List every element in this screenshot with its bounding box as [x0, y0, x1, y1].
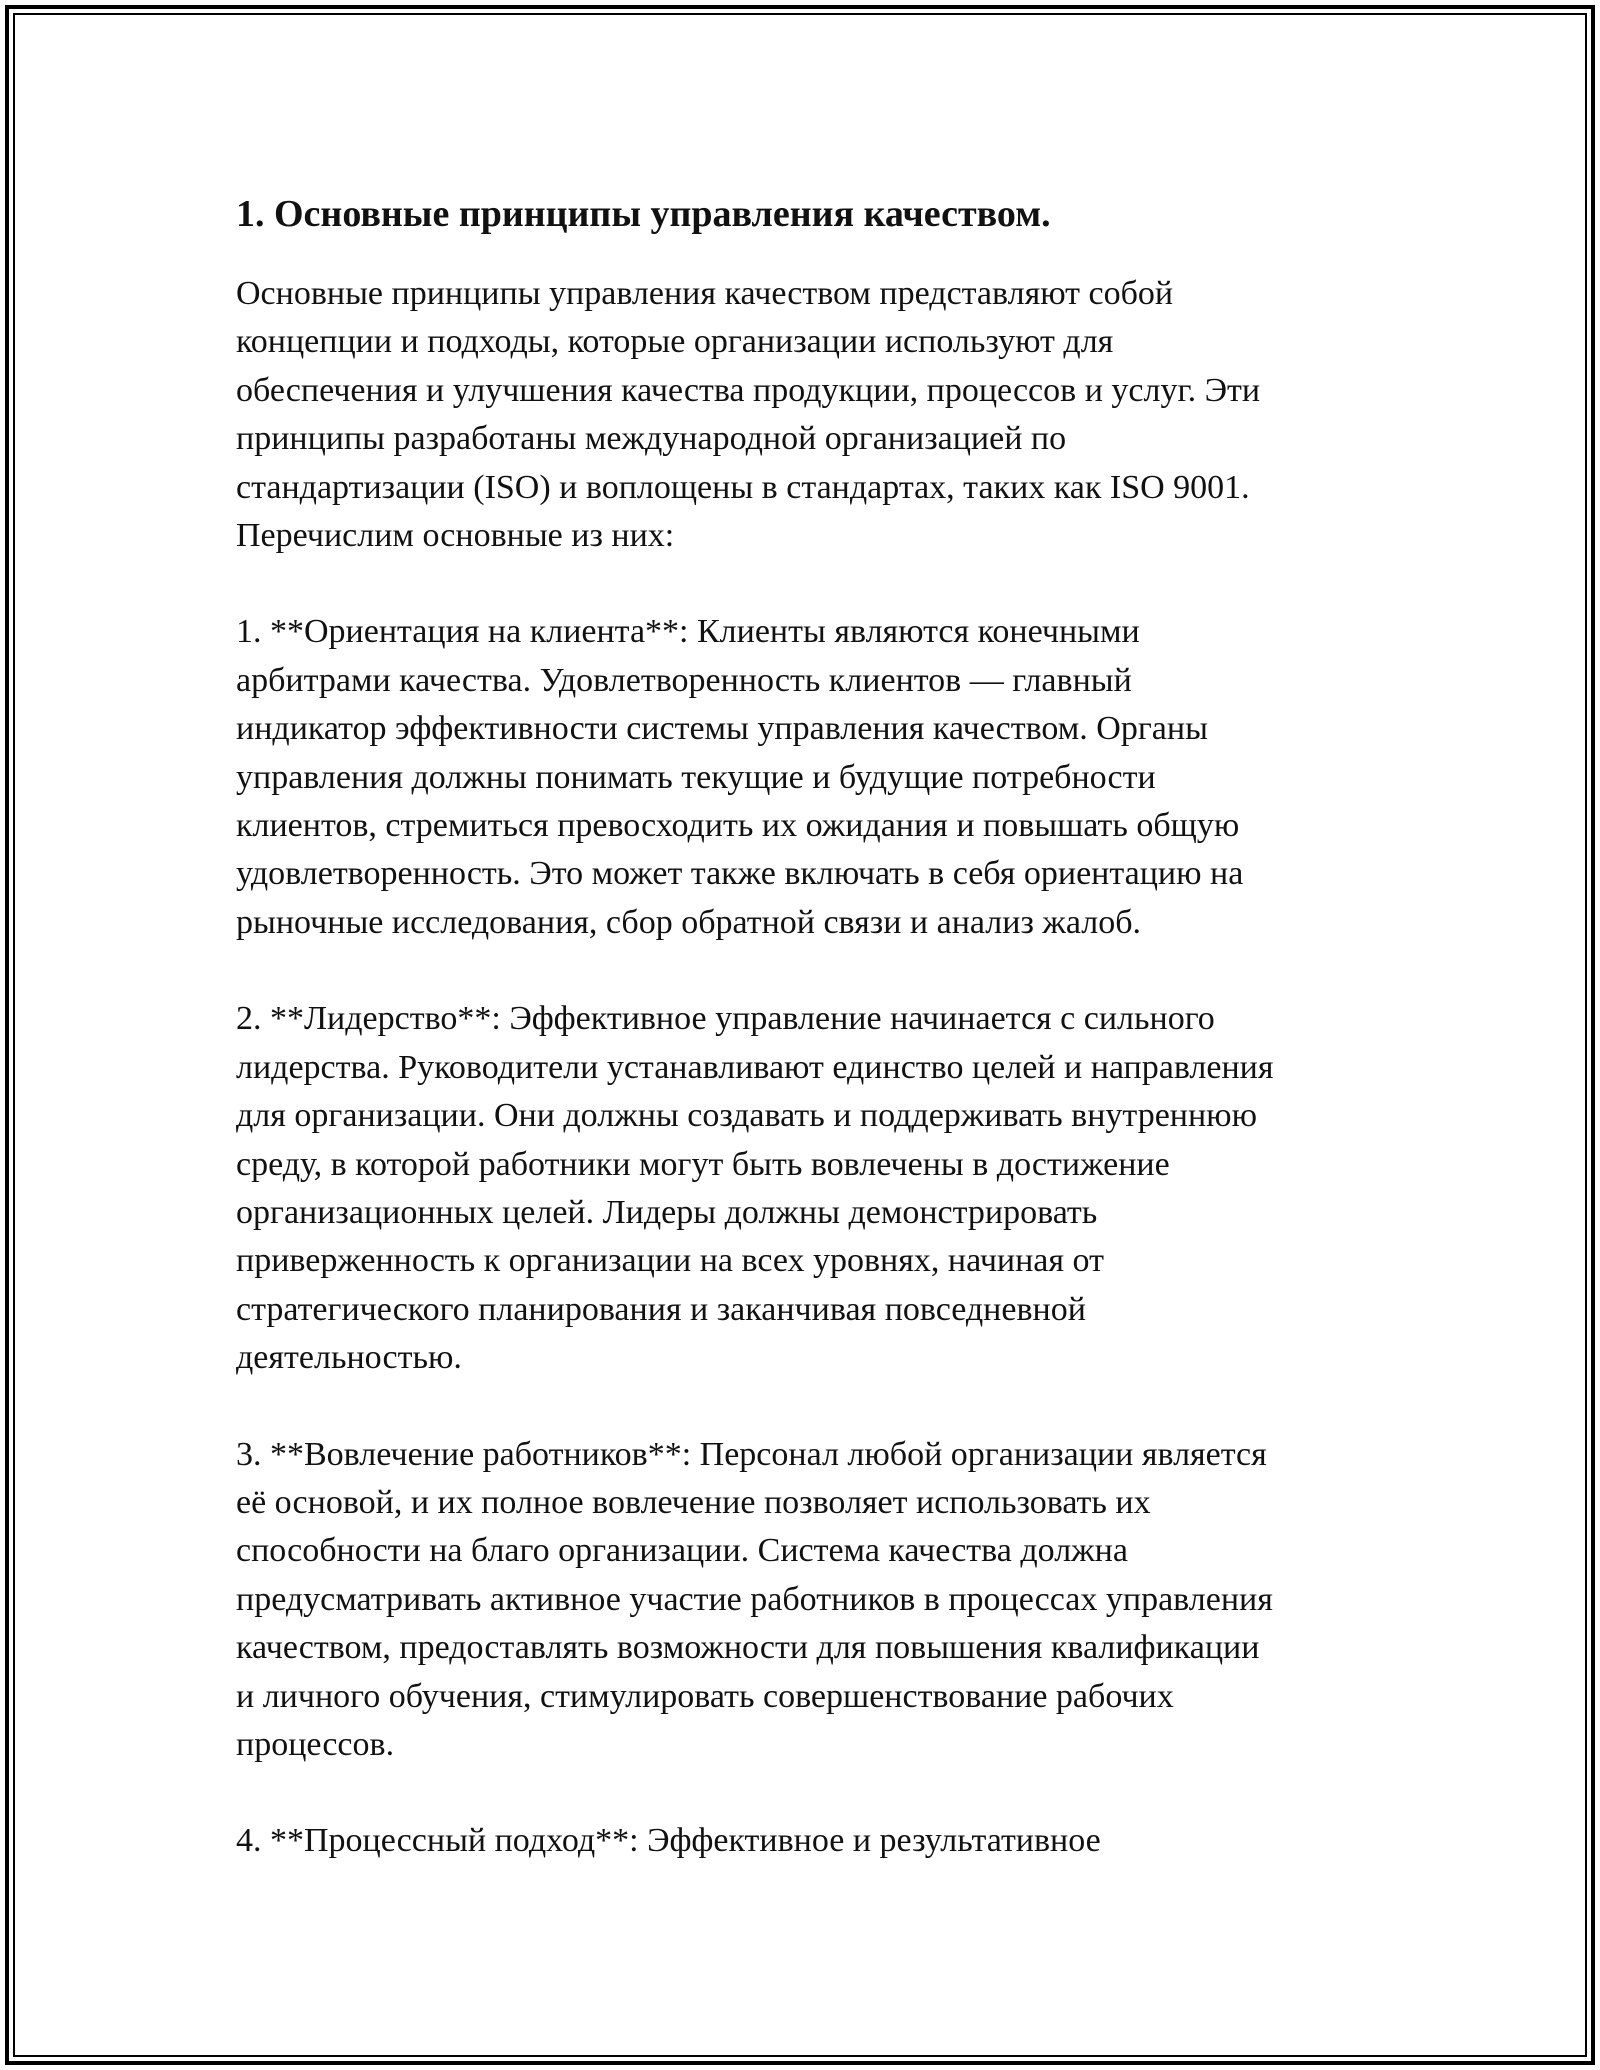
text-line: 2. **Лидерство**: Эффективное управление начинается с сильного	[236, 1000, 1215, 1038]
text-line: Перечислим основные из них:	[236, 517, 675, 555]
text-line: приверженность к организации на всех уровнях, начиная от	[236, 1242, 1104, 1280]
text-line: клиентов, стремиться превосходить их ожидания и повышать общую	[236, 807, 1240, 845]
text-line: среду, в которой работники могут быть вовлечены в достижение	[236, 1145, 1170, 1183]
text-line: её основой, и их полное вовлечение позволяет использовать их	[236, 1483, 1151, 1521]
text-line: арбитрами качества. Удовлетворенность клиентов — главный	[236, 661, 1132, 699]
text-line: стратегического планирования и заканчивая повседневной	[236, 1290, 1086, 1328]
text-line: лидерства. Руководители устанавливают единство целей и направления	[236, 1048, 1274, 1086]
text-line: процессов.	[236, 1725, 395, 1763]
text-line: концепции и подходы, которые организации используют для	[236, 323, 1114, 361]
paragraph-intro	[236, 270, 1376, 560]
text-line: предусматривать активное участие работников в процессах управления	[236, 1580, 1273, 1618]
text-line: Основные принципы управления качеством представляют собой	[236, 275, 1174, 312]
text-line: управления должны понимать текущие и будущие потребности	[236, 758, 1156, 796]
text-line: для организации. Они должны создавать и поддерживать внутреннюю	[236, 1097, 1257, 1135]
paragraph-customer-focus	[236, 608, 1376, 947]
text-line: 3. **Вовлечение работников**: Персонал любой организации является	[236, 1435, 1267, 1473]
text-line: организационных целей. Лидеры должны демонстрировать	[236, 1193, 1098, 1231]
text-line: стандартизации (ISO) и воплощены в стандартах, таких как ISO 9001.	[236, 468, 1250, 506]
text-line: рыночные исследования, сбор обратной связи и анализ жалоб.	[236, 903, 1142, 941]
document-title: 1. Основные принципы управления качеством.	[236, 193, 1051, 235]
document-page	[236, 186, 1376, 1866]
text-line: и личного обучения, стимулировать совершенствование рабочих	[236, 1677, 1174, 1715]
text-line: обеспечения и улучшения качества продукции, процессов и услуг. Эти	[236, 371, 1261, 409]
text-line: деятельностью.	[236, 1339, 462, 1377]
paragraph-engagement	[236, 1431, 1376, 1770]
paragraph-leadership	[236, 995, 1376, 1382]
text-line: 1. **Ориентация на клиента**: Клиенты являются конечными	[236, 613, 1140, 651]
document-body	[236, 270, 1376, 1866]
text-line: 4. **Процессный подход**: Эффективное и результативное	[236, 1822, 1101, 1860]
text-line: способности на благо организации. Система качества должна	[236, 1532, 1128, 1570]
text-line: удовлетворенность. Это может также включать в себя ориентацию на	[236, 855, 1244, 893]
text-line: индикатор эффективности системы управления качеством. Органы	[236, 710, 1208, 748]
text-line: принципы разработаны международной организацией по	[236, 420, 1067, 458]
text-line: качеством, предоставлять возможности для повышения квалификации	[236, 1629, 1260, 1667]
paragraph-process-approach	[236, 1817, 1376, 1865]
